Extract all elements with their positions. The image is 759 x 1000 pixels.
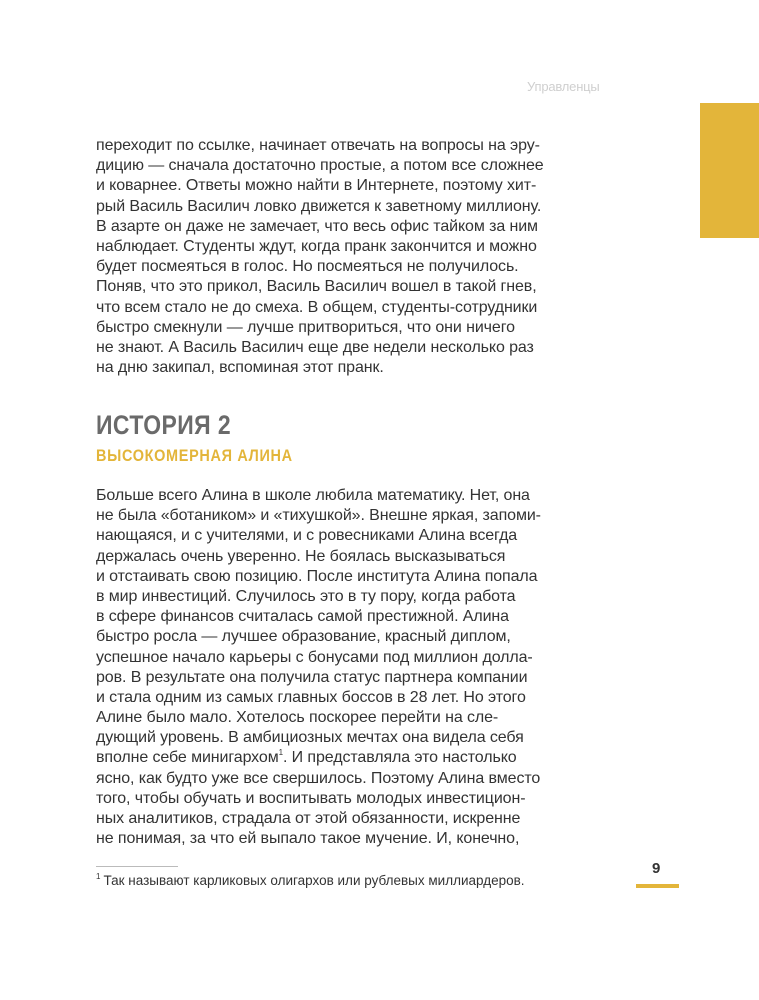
text-line: в мир инвестиций. Случилось это в ту пору, когда работа — [96, 587, 516, 605]
text-line: не понимая, за что ей выпало такое мучение. И, конечно, — [96, 830, 520, 848]
text-line: дующий уровень. В амбициозных мечтах она видела себя — [96, 729, 524, 747]
text-line: ных аналитиков, страдала от этой обязанности, искренне — [96, 810, 521, 827]
text-line: не была «ботаником» и «тихушкой». Внешне яркая, запоми- — [96, 507, 541, 525]
text-line: и коварнее. Ответы можно найти в Интернете, поэтому хит- — [96, 177, 537, 195]
text-line: что всем стало не до смеха. В общем, студенты-сотрудники — [96, 298, 538, 316]
text-line: в сфере финансов считалась самой престижной. Алина — [96, 608, 509, 626]
story-heading: ИСТОРИЯ 2 — [96, 410, 232, 440]
text-segment: вполне себе минигархом — [96, 749, 279, 767]
footnote-reference[interactable]: 1 — [278, 748, 283, 758]
text-line: Поняв, что это прикол, Василь Василич вошел в такой гнев, — [96, 278, 537, 296]
text-line: ров. В результате она получила статус партнера компании — [96, 668, 528, 686]
text-line: наблюдает. Студенты ждут, когда пранк закончится и можно — [96, 237, 537, 255]
text-line: ясно, как будто уже все свершилось. Поэтому Алина вместо — [96, 769, 541, 787]
text-segment: . И представляла это настолько — [282, 749, 517, 767]
footnote-text: Так называют карликовых олигархов или рублевых миллиардеров. — [103, 873, 525, 888]
paragraph-2 — [96, 486, 541, 849]
text-line: переходит по ссылке, начинает отвечать на вопросы на эру- — [96, 137, 540, 154]
footnote-marker: 1 — [96, 872, 101, 881]
text-line: В азарте он даже не замечает, что весь офис тайком за ним — [96, 217, 538, 235]
text-line: и отстаивать свою позицию. После института Алина попала — [96, 567, 538, 585]
running-head: Управленцы — [527, 79, 600, 94]
page-number: 9 — [652, 860, 661, 877]
text-line: нающаяся, и с учителями, и с ровесниками Алина всегда — [96, 527, 518, 545]
story-subheading: ВЫСОКОМЕРНАЯ АЛИНА — [96, 446, 293, 465]
text-line: Больше всего Алина в школе любила математику. Нет, она — [96, 487, 530, 504]
text-line — [96, 748, 541, 768]
text-line: будет посмеяться в голос. Но посмеяться не получилось. — [96, 258, 519, 276]
paragraph-1 — [96, 136, 544, 378]
text-line: успешное начало карьеры с бонусами под миллион долла- — [96, 648, 533, 666]
text-line: не знают. А Василь Василич еще две недели несколько раз — [96, 338, 534, 356]
text-line: рый Василь Василич ловко движется к заветному миллиону. — [96, 197, 542, 215]
text-line: дицию — сначала достаточно простые, а потом все сложнее — [96, 157, 544, 175]
text-line: быстро росла — лучшее образование, красный диплом, — [96, 628, 511, 646]
footnote — [96, 872, 525, 889]
chapter-tab-marker — [700, 103, 759, 238]
text-line: того, чтобы обучать и воспитывать молодых инвестицион- — [96, 789, 526, 807]
text-line: быстро смекнули — лучше притвориться, что они ничего — [96, 318, 515, 336]
text-line: держалась очень уверенно. Не боялась высказываться — [96, 547, 506, 565]
page-number-bar — [636, 884, 679, 888]
footnote-divider — [96, 866, 178, 867]
text-line: и стала одним из самых главных боссов в 28 лет. Но этого — [96, 688, 526, 706]
text-line: на дню закипал, вспоминая этот пранк. — [96, 359, 384, 377]
text-line: Алине было мало. Хотелось поскорее перейти на сле- — [96, 709, 499, 727]
